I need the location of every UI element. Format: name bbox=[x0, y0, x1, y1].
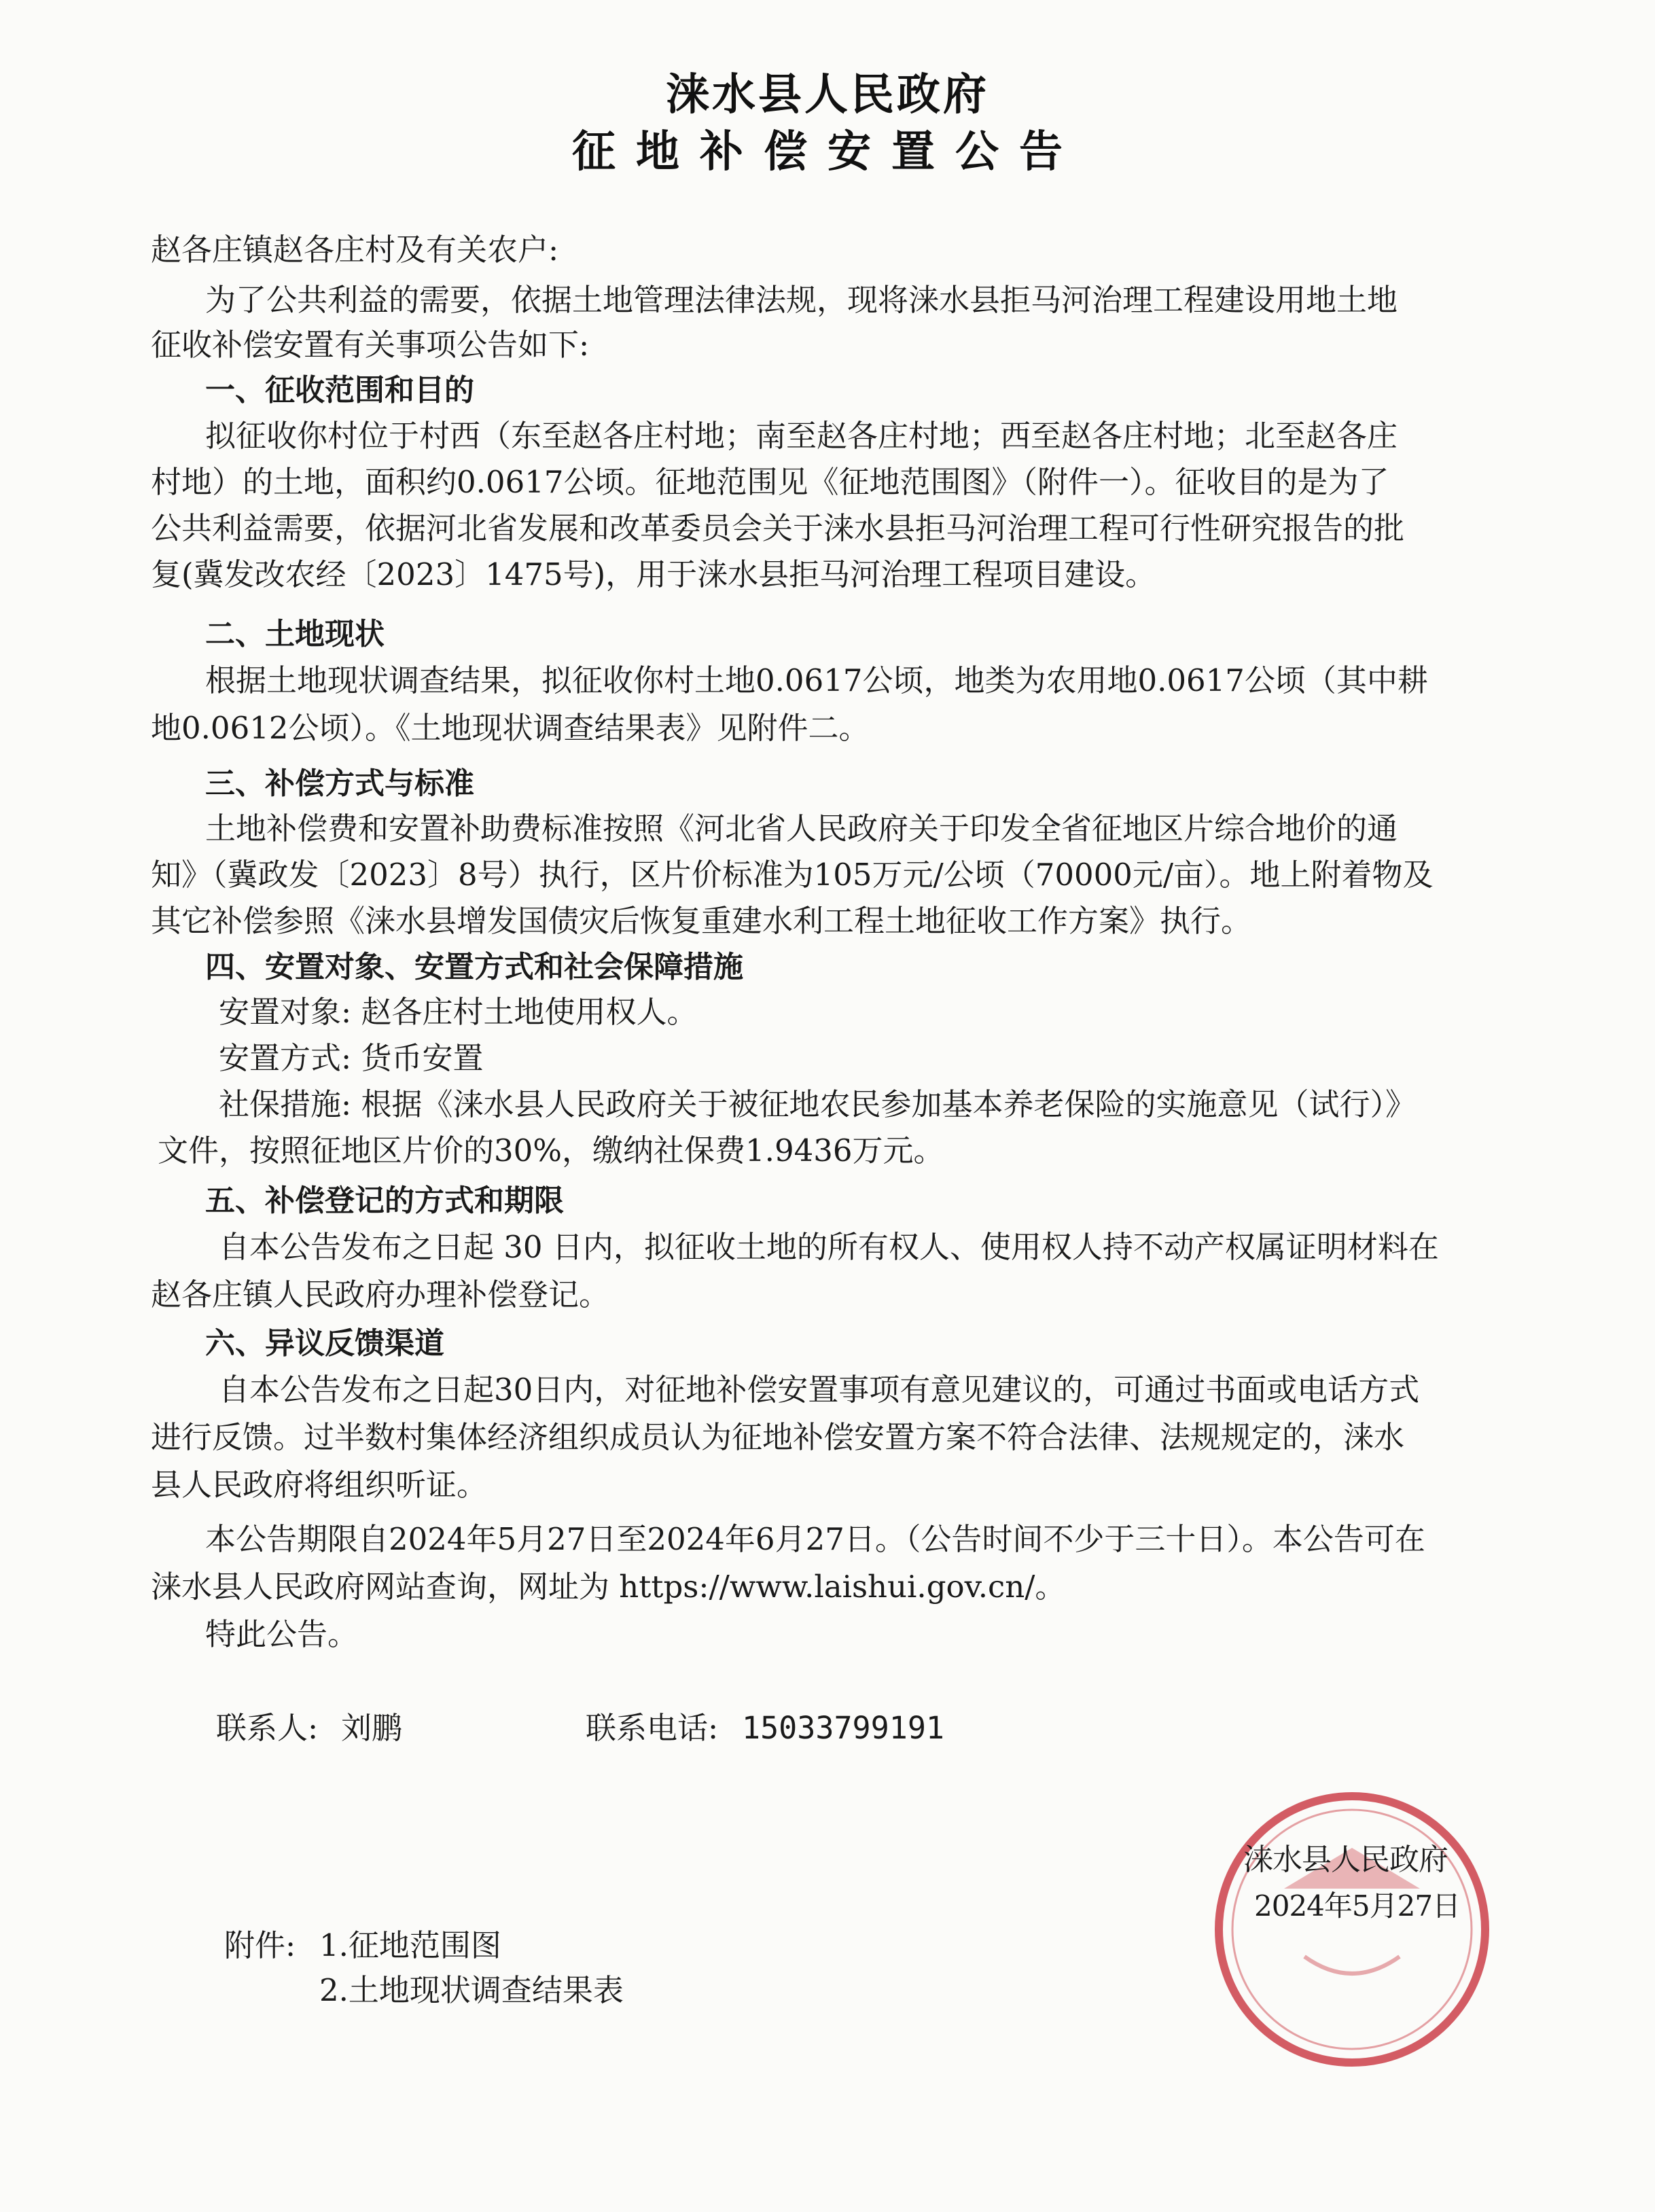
section-5-line: 赵各庄镇人民政府办理补偿登记。 bbox=[151, 1277, 610, 1313]
attachments-label: 附件: bbox=[224, 1927, 296, 1963]
section-1-line: 拟征收你村位于村西（东至赵各庄村地；南至赵各庄村地；西至赵各庄村地；北至赵各庄 bbox=[205, 418, 1398, 454]
issuer-title: 涞水县人民政府 bbox=[666, 69, 989, 120]
section-3-line: 知》（冀政发〔2023〕8号）执行，区片价标准为105万元/公顷（70000元/亩）。地上附着物及 bbox=[151, 857, 1434, 893]
section-4-line: 安置对象: 赵各庄村土地使用权人。 bbox=[219, 994, 698, 1030]
intro-line: 为了公共利益的需要，依据土地管理法律法规，现将涞水县拒马河治理工程建设用地土地 bbox=[205, 282, 1398, 318]
section-1-line: 公共利益需要，依据河北省发展和改革委员会关于涞水县拒马河治理工程可行性研究报告的批 bbox=[151, 510, 1405, 546]
section-4-line: 文件，按照征地区片价的30%，缴纳社保费1.9436万元。 bbox=[158, 1132, 944, 1169]
addressee: 赵各庄镇赵各庄村及有关农户: bbox=[151, 232, 559, 268]
period-line: 涞水县人民政府网站查询，网址为 https://www.laishui.gov.cn/。 bbox=[151, 1569, 1066, 1605]
section-4-line: 社保措施: 根据《涞水县人民政府关于被征地农民参加基本养老保险的实施意见（试行）》 bbox=[219, 1086, 1416, 1122]
section-2-line: 根据土地现状调查结果，拟征收你村土地0.0617公顷，地类为农用地0.0617公顷（其中耕 bbox=[205, 662, 1428, 698]
section-5-line: 自本公告发布之日起 30 日内，拟征收土地的所有权人、使用权人持不动产权属证明材料在 bbox=[219, 1229, 1439, 1265]
section-1-line: 村地）的土地，面积约0.0617公顷。征地范围见《征地范围图》（附件一）。征收目的是为了 bbox=[151, 464, 1389, 500]
section-6-line: 自本公告发布之日起30日内，对征地补偿安置事项有意见建议的，可通过书面或电话方式 bbox=[219, 1372, 1420, 1408]
section-4-heading: 四、安置对象、安置方式和社会保障措施 bbox=[205, 950, 743, 984]
section-1-line: 复(冀发改农经〔2023〕1475号)，用于涞水县拒马河治理工程项目建设。 bbox=[151, 556, 1156, 592]
section-2-line: 地0.0612公顷）。《土地现状调查结果表》见附件二。 bbox=[151, 710, 870, 746]
signature-date: 2024年5月27日 bbox=[1254, 1889, 1461, 1923]
contact-phone-label: 联系电话: bbox=[586, 1710, 719, 1746]
attachment-item: 2.土地现状调查结果表 bbox=[319, 1972, 624, 2008]
attachment-item: 1.征地范围图 bbox=[319, 1927, 501, 1963]
contact-phone: 15033799191 bbox=[742, 1710, 945, 1746]
contact-person: 刘鹏 bbox=[341, 1710, 403, 1746]
section-3-line: 土地补偿费和安置补助费标准按照《河北省人民政府关于印发全省征地区片综合地价的通 bbox=[205, 810, 1398, 846]
section-2-heading: 二、土地现状 bbox=[205, 617, 385, 652]
section-6-line: 进行反馈。过半数村集体经济组织成员认为征地补偿安置方案不符合法律、法规规定的，涞水 bbox=[151, 1419, 1405, 1455]
section-1-heading: 一、征收范围和目的 bbox=[205, 373, 474, 408]
closing-line: 特此公告。 bbox=[205, 1616, 359, 1652]
section-3-line: 其它补偿参照《涞水县增发国债灾后恢复重建水利工程土地征收工作方案》执行。 bbox=[151, 903, 1252, 939]
section-3-heading: 三、补偿方式与标准 bbox=[205, 766, 474, 801]
intro-line: 征收补偿安置有关事项公告如下: bbox=[151, 327, 590, 363]
period-line: 本公告期限自2024年5月27日至2024年6月27日。（公告时间不少于三十日）。本公告可在 bbox=[205, 1521, 1425, 1557]
notice-title: 征地补偿安置公告 bbox=[572, 126, 1083, 177]
signature-issuer: 涞水县人民政府 bbox=[1243, 1842, 1448, 1877]
section-6-line: 县人民政府将组织听证。 bbox=[151, 1467, 488, 1503]
section-6-heading: 六、异议反馈渠道 bbox=[205, 1326, 444, 1361]
contact-person-label: 联系人: bbox=[216, 1710, 319, 1746]
section-5-heading: 五、补偿登记的方式和期限 bbox=[205, 1183, 564, 1218]
section-4-line: 安置方式: 货币安置 bbox=[219, 1040, 484, 1076]
official-seal bbox=[1209, 1787, 1495, 2072]
